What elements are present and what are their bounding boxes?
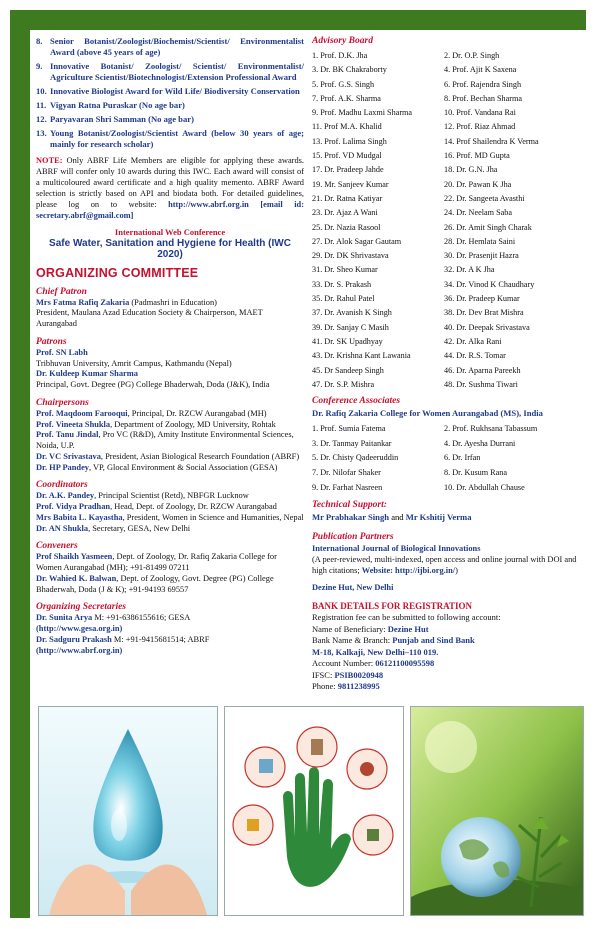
advisory-member: 43. Dr. Krishna Kant Lawania bbox=[312, 351, 411, 361]
award-number: 11. bbox=[36, 100, 47, 110]
chairperson-entry bbox=[36, 430, 304, 452]
secretary-entry-link[interactable]: (http://www.gesa.org.in) bbox=[36, 624, 123, 634]
patron-name: Prof. SN Labh bbox=[36, 347, 88, 357]
convener-entry bbox=[36, 574, 304, 596]
bank-field-label: Bank Name & Branch: bbox=[312, 635, 393, 646]
coordinator-entry bbox=[36, 491, 304, 502]
note-paragraph bbox=[36, 156, 304, 222]
advisory-member: 19. Mr. Sanjeev Kumar bbox=[312, 179, 389, 189]
advisory-member: 16. Prof. MD Gupta bbox=[444, 151, 510, 161]
advisory-member: 9. Prof. Madhu Laxmi Sharma bbox=[312, 108, 413, 118]
award-item bbox=[36, 100, 304, 111]
organizing-secretaries-block bbox=[36, 613, 304, 656]
advisory-member: 48. Dr. Sushma Tiwari bbox=[444, 379, 518, 389]
advisory-member: 7. Prof. A.K. Sharma bbox=[312, 93, 381, 103]
award-text: Innovative Botanist/ Zoologist/ Scientist/ Environmentalist/ Agriculture Scientist/Biotechnologist/Extension Professional Award bbox=[50, 61, 304, 82]
secretary-entry-name: Dr. Sadguru Prakash bbox=[36, 634, 112, 644]
coordinators-block bbox=[36, 491, 304, 534]
bank-field-value: M-18, Kalkaji, New Delhi–110 019. bbox=[312, 646, 439, 657]
chairperson-entry-name: Dr. VC Srivastava bbox=[36, 451, 101, 461]
chairperson-entry-details: , Principal, Dr. RZCW Aurangabad (MH) bbox=[127, 408, 267, 418]
award-item bbox=[36, 36, 304, 58]
advisory-member: 41. Dr. SK Upadhyay bbox=[312, 336, 383, 346]
bank-intro: Registration fee can be submitted to following account: bbox=[312, 612, 501, 623]
advisory-member: 47. Dr. S.P. Mishra bbox=[312, 379, 375, 389]
technical-support-name: Mr Prabhakar Singh bbox=[312, 512, 390, 523]
secretary-entry-link[interactable]: (http://www.abrf.org.in) bbox=[36, 645, 123, 655]
advisory-member: 31. Dr. Sheo Kumar bbox=[312, 265, 378, 275]
organizing-secretaries-heading: Organizing Secretaries bbox=[36, 602, 126, 613]
chairperson-entry-details: , President, Asian Biological Research Foundation (ABRF) bbox=[100, 451, 300, 461]
convener-entry-details: , Dept. of Zoology, Dr. Rafiq Zakaria College for Women Aurangabad (MH); +91-81499 07211 bbox=[36, 552, 277, 573]
secretary-entry bbox=[36, 635, 304, 657]
chief-patron-heading: Chief Patron bbox=[36, 286, 87, 297]
chairperson-entry bbox=[36, 463, 304, 474]
patron-name: Dr. Kuldeep Kumar Sharma bbox=[36, 369, 138, 379]
page-border bbox=[10, 10, 586, 918]
advisory-member: 30. Dr. Prasenjit Hazra bbox=[444, 251, 519, 261]
coordinator-entry bbox=[36, 502, 304, 513]
associate-member: 4. Dr. Ayesha Durrani bbox=[444, 438, 516, 448]
advisory-member: 17. Dr. Pradeep Jahde bbox=[312, 165, 384, 175]
journal-name: International Journal of Biological Innovations bbox=[312, 544, 481, 554]
bank-field-value: PSIB0020948 bbox=[334, 669, 384, 680]
award-number: 13. bbox=[36, 128, 47, 138]
advisory-member: 3. Dr. BK Chakraborty bbox=[312, 65, 387, 75]
advisory-member: 38. Dr. Dev Brat Mishra bbox=[444, 308, 524, 318]
chief-patron-block bbox=[36, 298, 304, 330]
conference-label: International Web Conference bbox=[114, 226, 226, 237]
publication-partners-heading: Publication Partners bbox=[312, 532, 394, 543]
advisory-member: 4. Prof. Ajit K Saxena bbox=[444, 65, 517, 75]
coordinators-heading: Coordinators bbox=[36, 480, 88, 491]
award-text: Vigyan Ratna Puraskar (No age bar) bbox=[50, 100, 185, 110]
journal-website-link[interactable]: Website: http://ijbi.org.in/ bbox=[361, 566, 456, 576]
advisory-member: 6. Prof. Rajendra Singh bbox=[444, 79, 522, 89]
technical-support-names bbox=[312, 512, 584, 522]
advisory-member: 5. Prof. G.S. Singh bbox=[312, 79, 375, 89]
coordinator-entry-details: , Secretary, GESA, New Delhi bbox=[88, 523, 191, 533]
advisory-member: 14. Prof Shailendra K Verma bbox=[444, 136, 539, 146]
brochure-page bbox=[30, 30, 586, 918]
award-number: 8. bbox=[36, 36, 43, 46]
convener-entry bbox=[36, 552, 304, 574]
award-text: Young Botanist/Zoologist/Scientist Award (below 30 years of age; mainly for research scholar) bbox=[50, 128, 304, 149]
conveners-block bbox=[36, 552, 304, 595]
associate-member: 2. Prof. Rukhsana Tabassum bbox=[444, 424, 538, 434]
conference-title: Safe Water, Sanitation and Hygiene for Health (IWC 2020) bbox=[49, 237, 291, 260]
left-column bbox=[36, 36, 304, 656]
publisher-name: Dezine Hut, New Delhi bbox=[312, 583, 394, 593]
technical-support-and: and bbox=[389, 512, 406, 523]
chairperson-entry-name: Prof. Maqdoom Farooqui bbox=[36, 408, 128, 418]
advisory-member: 35. Dr. Rahul Patel bbox=[312, 294, 375, 304]
chairpersons-heading: Chairpersons bbox=[36, 397, 89, 408]
advisory-member: 13. Prof. Lalima Singh bbox=[312, 136, 387, 146]
bank-field-label: Account Number: bbox=[312, 658, 376, 669]
secretary-entry-details: M: +91-9415681514; ABRF bbox=[111, 634, 210, 644]
advisory-member: 28. Dr. Hemlata Saini bbox=[444, 236, 516, 246]
coordinator-entry-name: Mrs Babita L. Kayastha bbox=[36, 512, 123, 522]
associate-member: 6. Dr. Irfan bbox=[444, 453, 481, 463]
secretary-entry-name: Dr. Sunita Arya bbox=[36, 613, 93, 623]
advisory-member: 15. Prof. VD Mudgal bbox=[312, 151, 382, 161]
convener-entry-name: Prof Shaikh Yasmeen bbox=[36, 552, 113, 562]
chairperson-entry-name: Prof. Tanu Jindal bbox=[36, 430, 99, 440]
bank-field-label: Phone: bbox=[312, 681, 338, 692]
award-text: Innovative Biologist Award for Wild Life/ Biodiversity Conservation bbox=[50, 86, 300, 96]
advisory-member: 25. Dr. Nazia Rasool bbox=[312, 222, 381, 232]
advisory-member: 27. Dr. Alok Sagar Gautam bbox=[312, 236, 402, 246]
advisory-member: 39. Dr. Sanjay C Masih bbox=[312, 322, 389, 332]
image-row bbox=[38, 706, 582, 914]
globe-nature-image bbox=[410, 706, 584, 916]
secretary-entry-details: M: +91-6386155616; GESA bbox=[92, 613, 191, 623]
award-text: Senior Botanist/Zoologist/Biochemist/Scientist/ Environmentalist Award (above 45 years of age) bbox=[50, 36, 304, 57]
advisory-member: 8. Prof. Bechan Sharma bbox=[444, 93, 522, 103]
award-item bbox=[36, 86, 304, 97]
coordinator-entry-details: , Principal Scientist (Retd), NBFGR Lucknow bbox=[94, 491, 249, 501]
patron-affiliation: Principal, Govt. Degree (PG) College Bhaderwah, Doda (J&K), India bbox=[36, 380, 270, 390]
coordinator-entry-name: Dr. AN Shukla bbox=[36, 523, 89, 533]
advisory-member: 32. Dr. A K Jha bbox=[444, 265, 495, 275]
technical-support-heading: Technical Support: bbox=[312, 500, 387, 511]
conference-associates-grid bbox=[312, 422, 584, 495]
chairperson-entry bbox=[36, 452, 304, 463]
technical-support-name: Mr Kshitij Verma bbox=[405, 512, 472, 523]
chairperson-entry-details: , VP, Glocal Environment & Social Association (GESA) bbox=[88, 462, 278, 472]
award-number: 10. bbox=[36, 86, 47, 96]
bank-details-heading: BANK DETAILS FOR REGISTRATION bbox=[312, 601, 472, 612]
note-link[interactable]: http://www.abrf.org.in [email id: secretary.abrf@gmail.com] bbox=[36, 199, 304, 220]
conference-associates-college: Dr. Rafiq Zakaria College for Women Aurangabad (MS), India bbox=[312, 408, 543, 419]
associate-member: 10. Dr. Abdullah Chause bbox=[444, 482, 525, 492]
bank-field-value: Punjab and Sind Bank bbox=[392, 635, 475, 646]
award-number: 9. bbox=[36, 61, 43, 71]
awards-list bbox=[36, 36, 304, 150]
award-item bbox=[36, 114, 304, 125]
bank-details-block bbox=[312, 612, 584, 692]
award-item bbox=[36, 61, 304, 83]
conveners-heading: Conveners bbox=[36, 541, 78, 552]
advisory-member: 1. Prof. D.K. Jha bbox=[312, 51, 368, 60]
chief-patron-suffix: (Padmashri in Education) bbox=[129, 297, 217, 307]
publication-partners-block bbox=[312, 543, 584, 593]
advisory-member: 11. Prof M.A. Khalid bbox=[312, 122, 382, 132]
coordinator-entry-details: , President, Women in Science and Humanities, Nepal bbox=[122, 512, 304, 522]
patrons-block bbox=[36, 348, 304, 391]
award-number: 12. bbox=[36, 114, 47, 124]
bank-field-label: IFSC: bbox=[312, 669, 335, 680]
advisory-member: 37. Dr. Avanish K Singh bbox=[312, 308, 392, 318]
swachh-hand-illustration bbox=[224, 706, 404, 916]
coordinator-entry bbox=[36, 524, 304, 535]
convener-entry-details: , Dept. of Zoology, Govt. Degree (PG) College Bhaderwah, Doda (J & K); +91-94193 69557 bbox=[36, 573, 274, 594]
chief-patron-name: Mrs Fatma Rafiq Zakaria bbox=[36, 297, 130, 307]
chairperson-entry-details: , Pro VC (R&D), Amity Institute Environmental Sciences, Noida, U.P. bbox=[36, 430, 294, 451]
advisory-member: 10. Prof. Vandana Rai bbox=[444, 108, 516, 118]
note-body: Only ABRF Life Members are eligible for applying these awards. ABRF will confer only 10 awards during this IWC. Each award will consist of a multicoloured award certificate and a high quality memento. ABRF Award selection is strictly based on API and biodata both. For detailed guidelines, please log on to website: bbox=[36, 156, 304, 209]
conference-associates-heading: Conference Associates bbox=[312, 396, 401, 407]
associate-member: 5. Dr. Chisty Qadeeruddin bbox=[312, 453, 399, 463]
coordinator-entry-name: Dr. A.K. Pandey bbox=[36, 491, 95, 501]
journal-desc-end: ) bbox=[455, 566, 458, 576]
advisory-member: 46. Dr. Aparna Pareekh bbox=[444, 365, 521, 375]
bank-field-value: 06121100095598 bbox=[375, 658, 435, 669]
advisory-member: 33. Dr. S. Prakash bbox=[312, 279, 372, 289]
patrons-heading: Patrons bbox=[36, 336, 67, 347]
advisory-member: 2. Dr. O.P. Singh bbox=[444, 51, 500, 60]
associate-member: 3. Dr. Tanmay Paitankar bbox=[312, 438, 392, 448]
chairperson-entry bbox=[36, 420, 304, 431]
patron-affiliation: Tribhuvan University, Amrit Campus, Kathmandu (Nepal) bbox=[36, 358, 232, 368]
advisory-member: 21. Dr. Ratna Katiyar bbox=[312, 193, 383, 203]
advisory-member: 34. Dr. Vinod K Chaudhary bbox=[444, 279, 535, 289]
award-text: Paryavaran Shri Samman (No age bar) bbox=[50, 114, 194, 124]
chairperson-entry bbox=[36, 409, 304, 420]
advisory-member: 24. Dr. Neelam Saba bbox=[444, 208, 512, 218]
advisory-member: 22. Dr. Sangeeta Avasthi bbox=[444, 193, 525, 203]
associate-member: 8. Dr. Kusum Rana bbox=[444, 467, 507, 477]
advisory-member: 20. Dr. Pawan K Jha bbox=[444, 179, 512, 189]
right-column bbox=[312, 36, 584, 693]
advisory-member: 12. Prof. Riaz Ahmad bbox=[444, 122, 516, 132]
advisory-board-heading: Advisory Board bbox=[312, 36, 373, 46]
water-drop-hands-image bbox=[38, 706, 218, 916]
chairperson-entry-details: , Department of Zoology, MD University, Rohtak bbox=[110, 419, 276, 429]
associate-member: 1. Prof. Sumia Fatema bbox=[312, 424, 386, 434]
bank-field-label: Name of Beneficiary: bbox=[312, 623, 388, 634]
convener-entry-name: Dr. Wahied K. Balwan bbox=[36, 573, 117, 583]
advisory-member: 44. Dr. R.S. Tomar bbox=[444, 351, 506, 361]
coordinator-entry bbox=[36, 513, 304, 524]
chairpersons-block bbox=[36, 409, 304, 474]
chairperson-entry-name: Prof. Vineeta Shukla bbox=[36, 419, 111, 429]
advisory-member: 18. Dr. G.N. Jha bbox=[444, 165, 498, 175]
bank-field-value: Dezine Hut bbox=[387, 623, 429, 634]
advisory-member: 40. Dr. Deepak Srivastava bbox=[444, 322, 530, 332]
coordinator-entry-name: Prof. Vidya Pradhan bbox=[36, 502, 111, 512]
chairperson-entry-name: Dr. HP Pandey bbox=[36, 462, 89, 472]
chief-patron-line: President, Maulana Azad Education Society & Chairperson, MAET Aurangabad bbox=[36, 308, 263, 329]
advisory-member: 42. Dr. Alka Rani bbox=[444, 336, 502, 346]
organizing-committee-title: ORGANIZING COMMITTEE bbox=[36, 265, 199, 280]
note-label: NOTE: bbox=[36, 156, 63, 165]
journal-description: (A peer-reviewed, multi-indexed, open access and online journal with DOI and high citations; bbox=[312, 555, 577, 576]
advisory-member: 29. Dr. DK Shrivastava bbox=[312, 251, 389, 261]
secretary-entry bbox=[36, 613, 304, 635]
associate-member: 9. Dr. Farhat Nasreen bbox=[312, 482, 383, 492]
award-item bbox=[36, 128, 304, 150]
advisory-board-grid bbox=[312, 49, 584, 392]
coordinator-entry-details: , Head, Dept. of Zoology, Dr. RZCW Aurangabad bbox=[110, 502, 277, 512]
associate-member: 7. Dr. Nilofar Shaker bbox=[312, 467, 381, 477]
advisory-member: 26. Dr. Amit Singh Charak bbox=[444, 222, 532, 232]
advisory-member: 23. Dr. Ajaz A Wani bbox=[312, 208, 378, 218]
advisory-member: 45. Dr Sandeep Singh bbox=[312, 365, 384, 375]
bank-field-value: 9811238995 bbox=[337, 681, 380, 692]
advisory-member: 36. Dr. Pradeep Kumar bbox=[444, 294, 520, 304]
